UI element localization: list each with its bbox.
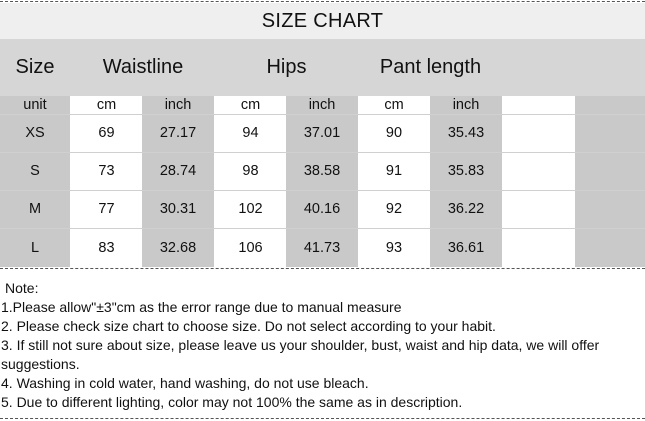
unit-label: unit	[23, 97, 47, 113]
table-cell: 69	[98, 125, 115, 141]
table-cell: 27.17	[159, 125, 197, 141]
table-cell: 28.74	[159, 163, 197, 179]
column-waist-inch	[142, 96, 214, 267]
column-hips-cm	[215, 96, 286, 267]
table-cell: 92	[385, 201, 403, 217]
column-pant-cm	[358, 96, 430, 267]
top-dashed-divider	[0, 1, 645, 2]
unit-label: inch	[308, 97, 336, 113]
note-line: 3. If still not sure about size, please leave us your shoulder, bust, waist and hip data, we will offer	[1, 337, 600, 353]
middle-dashed-divider	[0, 268, 645, 269]
table-cell: 30.31	[159, 201, 197, 217]
column-empty-gray	[575, 96, 645, 267]
table-cell: M	[28, 201, 42, 217]
table-cell: 102	[238, 201, 263, 217]
header-pant-length: Pant length	[379, 56, 482, 78]
bottom-dashed-divider	[0, 418, 645, 419]
row-divider	[0, 152, 645, 153]
table-cell: XS	[25, 125, 45, 141]
table-cell: 35.83	[447, 163, 485, 179]
page-title: SIZE CHART	[261, 9, 384, 32]
table-cell: 91	[385, 163, 403, 179]
table-cell: L	[30, 239, 40, 256]
note-line: 2. Please check size chart to choose size. Do not select according to your habit.	[1, 318, 496, 334]
table-cell: 41.73	[303, 239, 341, 256]
note-line: 4. Washing in cold water, hand washing, do not use bleach.	[1, 375, 369, 391]
row-divider	[0, 228, 645, 229]
row-divider	[0, 114, 645, 115]
column-waist-cm	[71, 96, 142, 267]
table-cell: 36.61	[447, 239, 485, 256]
unit-label: cm	[240, 97, 261, 113]
table-cell: 90	[385, 125, 403, 141]
note-line: 5. Due to different lighting, color may not 100% the same as in description.	[1, 394, 463, 410]
table-cell: 32.68	[159, 239, 197, 256]
title-bar	[0, 3, 645, 39]
table-cell: 94	[242, 125, 259, 141]
unit-label: cm	[384, 97, 404, 113]
unit-label: inch	[452, 97, 480, 113]
table-header-row	[0, 39, 645, 96]
table-cell: 35.43	[447, 125, 485, 141]
table-cell: S	[30, 163, 40, 179]
notes-heading: Note:	[5, 280, 39, 296]
table-cell: 93	[385, 239, 403, 256]
table-cell: 73	[98, 163, 115, 179]
table-cell: 98	[242, 163, 259, 179]
column-size	[0, 96, 70, 267]
table-cell: 83	[98, 239, 115, 256]
header-hips: Hips	[266, 56, 307, 78]
table-cell: 38.58	[303, 163, 341, 179]
table-cell: 77	[98, 201, 115, 217]
table-cell: 37.01	[303, 125, 341, 141]
table-cell: 36.22	[447, 201, 485, 217]
row-divider	[0, 190, 645, 191]
column-hips-inch	[286, 96, 358, 267]
unit-label: inch	[164, 97, 192, 113]
note-line: suggestions.	[1, 356, 80, 372]
unit-label: cm	[96, 97, 117, 113]
header-waistline: Waistline	[102, 56, 184, 78]
header-size: Size	[15, 56, 55, 78]
column-empty	[502, 96, 575, 267]
size-table	[0, 96, 645, 267]
table-cell: 40.16	[303, 201, 341, 217]
column-pant-inch	[430, 96, 502, 267]
note-line: 1.Please allow"±3"cm as the error range due to manual measure	[1, 299, 402, 315]
table-cell: 106	[238, 239, 263, 256]
notes-section	[0, 270, 645, 415]
